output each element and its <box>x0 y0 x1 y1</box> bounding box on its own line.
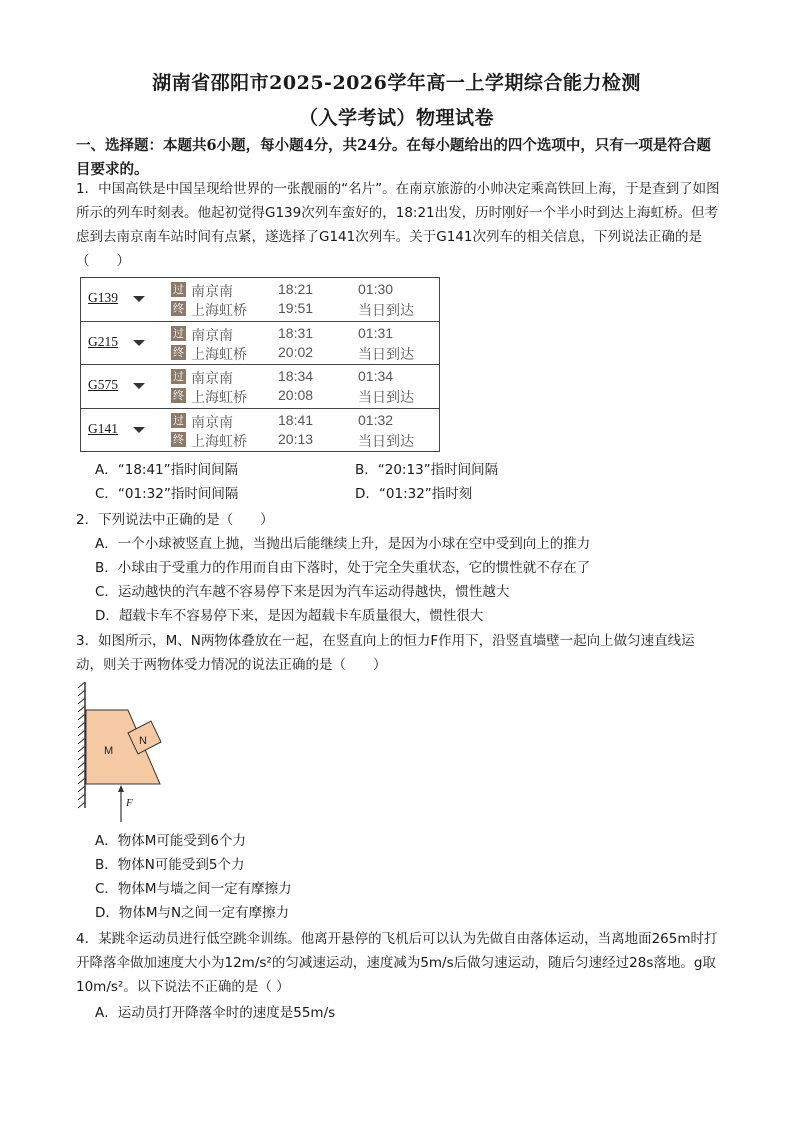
q4-option-a: A．运动员打开降落伞时的速度是55m/s <box>95 1005 336 1021</box>
arrival-time: 19:51 <box>278 300 314 316</box>
arrival-station: 上海虹桥 <box>191 303 247 319</box>
q2-option-c: C．运动越快的汽车越不容易停下来是因为汽车运动得越快，惯性越大 <box>95 584 510 600</box>
q3-stem: 3．如图所示，M、N两物体叠放在一起，在竖直向上的恒力F作用下，沿竖直墙壁一起向上做匀速直线运动，则关于两物体受力情况的说法正确的是（ ） <box>76 633 695 673</box>
label-n: N <box>139 735 147 747</box>
q3-option-b: B．物体N可能受到5个力 <box>95 857 245 873</box>
train-number[interactable]: G139 <box>88 290 118 305</box>
pass-badge-icon: 过 <box>173 326 184 340</box>
q1-option-c: C．“01:32”指时间间隔 <box>95 486 239 502</box>
exam-title-line1: 湖南省邵阳市2025-2026学年高一上学期综合能力检测 <box>152 72 641 94</box>
arrival-note: 当日到达 <box>358 346 414 363</box>
section-heading: 一、选择题：本题共6小题，每小题4分，共24分。在每小题给出的四个选项中，只有一项是符合题目要求的。 <box>76 137 711 178</box>
departure-station: 南京南 <box>191 284 233 300</box>
arrival-station: 上海虹桥 <box>191 346 247 363</box>
train-number[interactable]: G141 <box>88 420 118 436</box>
force-arrow-head <box>118 785 124 792</box>
terminal-badge-icon: 终 <box>173 432 184 446</box>
mn-blocks-diagram <box>76 682 186 827</box>
q1-option-a: A．“18:41”指时间间隔 <box>95 462 239 478</box>
pass-badge-icon: 过 <box>173 413 184 427</box>
train-number[interactable]: G215 <box>88 333 118 349</box>
dropdown-arrow-icon[interactable] <box>133 340 145 346</box>
terminal-badge-icon: 终 <box>173 302 184 315</box>
terminal-badge-icon: 终 <box>173 345 184 359</box>
dropdown-arrow-icon[interactable] <box>133 427 145 433</box>
duration: 01:34 <box>358 368 394 384</box>
wall-hatching <box>78 682 85 808</box>
train-number[interactable]: G575 <box>88 377 118 392</box>
q1-option-b: B．“20:13”指时间间隔 <box>355 462 499 478</box>
departure-time: 18:34 <box>278 368 314 384</box>
q2-option-d: D．超载卡车不容易停下来，是因为超载卡车质量很大，惯性很大 <box>95 608 484 624</box>
arrival-time: 20:13 <box>278 430 314 447</box>
q3-option-a: A．物体M可能受到6个力 <box>95 833 246 849</box>
departure-station: 南京南 <box>191 371 233 387</box>
departure-time: 18:21 <box>278 281 314 297</box>
duration: 01:30 <box>358 281 394 297</box>
arrival-time: 20:02 <box>278 343 314 360</box>
pass-badge-icon: 过 <box>173 283 184 296</box>
train-timetable <box>80 277 440 452</box>
terminal-badge-icon: 终 <box>173 389 184 402</box>
departure-station: 南京南 <box>191 327 233 344</box>
q4-stem: 4．某跳伞运动员进行低空跳伞训练。他离开悬停的飞机后可以认为先做自由落体运动，当离地面265m时打开降落伞做加速度大小为12m/s²的匀减速运动，速度减为5m/s后做匀速运动，随后匀速经过28s落地。g取10m/s²。以下说法不正确的是（ ） <box>76 931 718 995</box>
departure-station: 南京南 <box>191 414 233 431</box>
arrival-station: 上海虹桥 <box>191 433 247 450</box>
arrival-note: 当日到达 <box>358 390 414 406</box>
q1-stem: 1．中国高铁是中国呈现给世界的一张靓丽的“名片”。在南京旅游的小帅决定乘高铁回上海，于是查到了如图所示的列车时刻表。他起初觉得G139次列车蛮好的，18:21出发，历时刚好一个半小时到达上海虹桥。但考虑到去南京南车站时间有点紧，遂选择了G141次列车。关于G141次列车的相关信息，下列说法正确的是（ ） <box>76 181 720 269</box>
q1-option-d: D．“01:32”指时刻 <box>355 486 473 502</box>
departure-time: 18:41 <box>278 411 314 428</box>
pass-badge-icon: 过 <box>173 370 184 383</box>
q2-option-a: A．一个小球被竖直上抛，当抛出后能继续上升，是因为小球在空中受到向上的推力 <box>95 536 591 552</box>
train-row <box>81 321 439 365</box>
arrival-station: 上海虹桥 <box>191 390 247 406</box>
arrival-note: 当日到达 <box>358 303 414 319</box>
q2-stem: 2．下列说法中正确的是（ ） <box>76 512 274 528</box>
arrival-note: 当日到达 <box>358 433 414 450</box>
train-row <box>81 364 439 408</box>
train-row <box>81 408 439 452</box>
train-row <box>81 278 439 322</box>
duration: 01:31 <box>358 324 394 341</box>
label-m: M <box>104 745 114 757</box>
label-f: F <box>126 797 133 809</box>
q2-option-b: B．小球由于受重力的作用而自由下落时，处于完全失重状态，它的惯性就不存在了 <box>95 560 591 576</box>
duration: 01:32 <box>358 411 394 428</box>
dropdown-arrow-icon[interactable] <box>133 296 145 302</box>
dropdown-arrow-icon[interactable] <box>133 383 145 389</box>
exam-title-line2: （入学考试）物理试卷 <box>298 107 494 129</box>
arrival-time: 20:08 <box>278 387 314 403</box>
departure-time: 18:31 <box>278 324 314 341</box>
q3-option-c: C．物体M与墙之间一定有摩擦力 <box>95 881 292 897</box>
q3-option-d: D．物体M与N之间一定有摩擦力 <box>95 905 290 921</box>
